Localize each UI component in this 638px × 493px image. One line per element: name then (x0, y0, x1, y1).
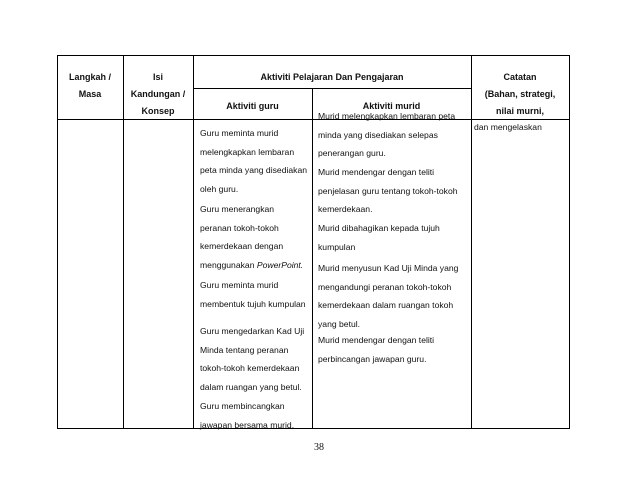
header-langkah: Langkah / Masa (68, 72, 111, 99)
aktiviti-divider (193, 88, 471, 89)
table-right-border (569, 55, 570, 429)
guru-paragraph-3: Guru meminta murid membentuk tujuh kumpulan (200, 280, 306, 309)
guru-paragraph-2: Guru menerangkan peranan tokoh-tokoh kemerdekaan dengan menggunakan PowerPoint. (200, 204, 304, 270)
table-bottom-border (57, 428, 570, 429)
page-number: 38 (314, 442, 324, 453)
guru-paragraph-5: Guru membincangkan jawapan bersama murid. (200, 401, 295, 430)
guru-paragraph-4: Guru mengedarkan Kad Uji Minda tentang peranan tokoh-tokoh kemerdekaan dalam ruangan yang betul. (200, 326, 305, 392)
column-divider-3 (312, 88, 313, 429)
murid-paragraph-4: Murid menyusun Kad Uji Minda yang mengandungi peranan tokoh-tokoh kemerdekaan dalam ruangan tokoh yang betul. (318, 263, 459, 329)
murid-paragraph-2: Murid mendengar dengan teliti penjelasan guru tentang tokoh-tokoh kemerdekaan. (318, 167, 458, 215)
table-left-border (57, 55, 58, 429)
powerpoint-text: PowerPoint. (256, 259, 304, 270)
murid-paragraph-3: Murid dibahagikan kepada tujuh kumpulan (318, 223, 440, 252)
header-isi: Isi Kandungan / Konsep (130, 72, 186, 116)
guru-paragraph-1: Guru meminta murid melengkapkan lembaran peta minda yang disediakan oleh guru. (200, 128, 308, 194)
murid-paragraph-5: Murid mendengar dengan teliti perbincangan jawapan guru. (318, 335, 435, 364)
murid-paragraph-1: Murid melengkapkan lembaran peta minda yang disediakan selepas penerangan guru. (318, 111, 456, 159)
header-catatan: Catatan (Bahan, strategi, nilai murni, (484, 72, 556, 116)
header-aktiviti-guru: Aktiviti guru (226, 101, 279, 111)
header-isi-wrapper (123, 56, 193, 119)
header-catatan-wrapper (471, 56, 569, 119)
header-aktiviti-murid: Aktiviti murid (362, 101, 421, 111)
header-aktiviti: Aktiviti Pelajaran Dan Pengajaran (260, 72, 404, 82)
catatan-text: dan mengelaskan (474, 122, 542, 132)
